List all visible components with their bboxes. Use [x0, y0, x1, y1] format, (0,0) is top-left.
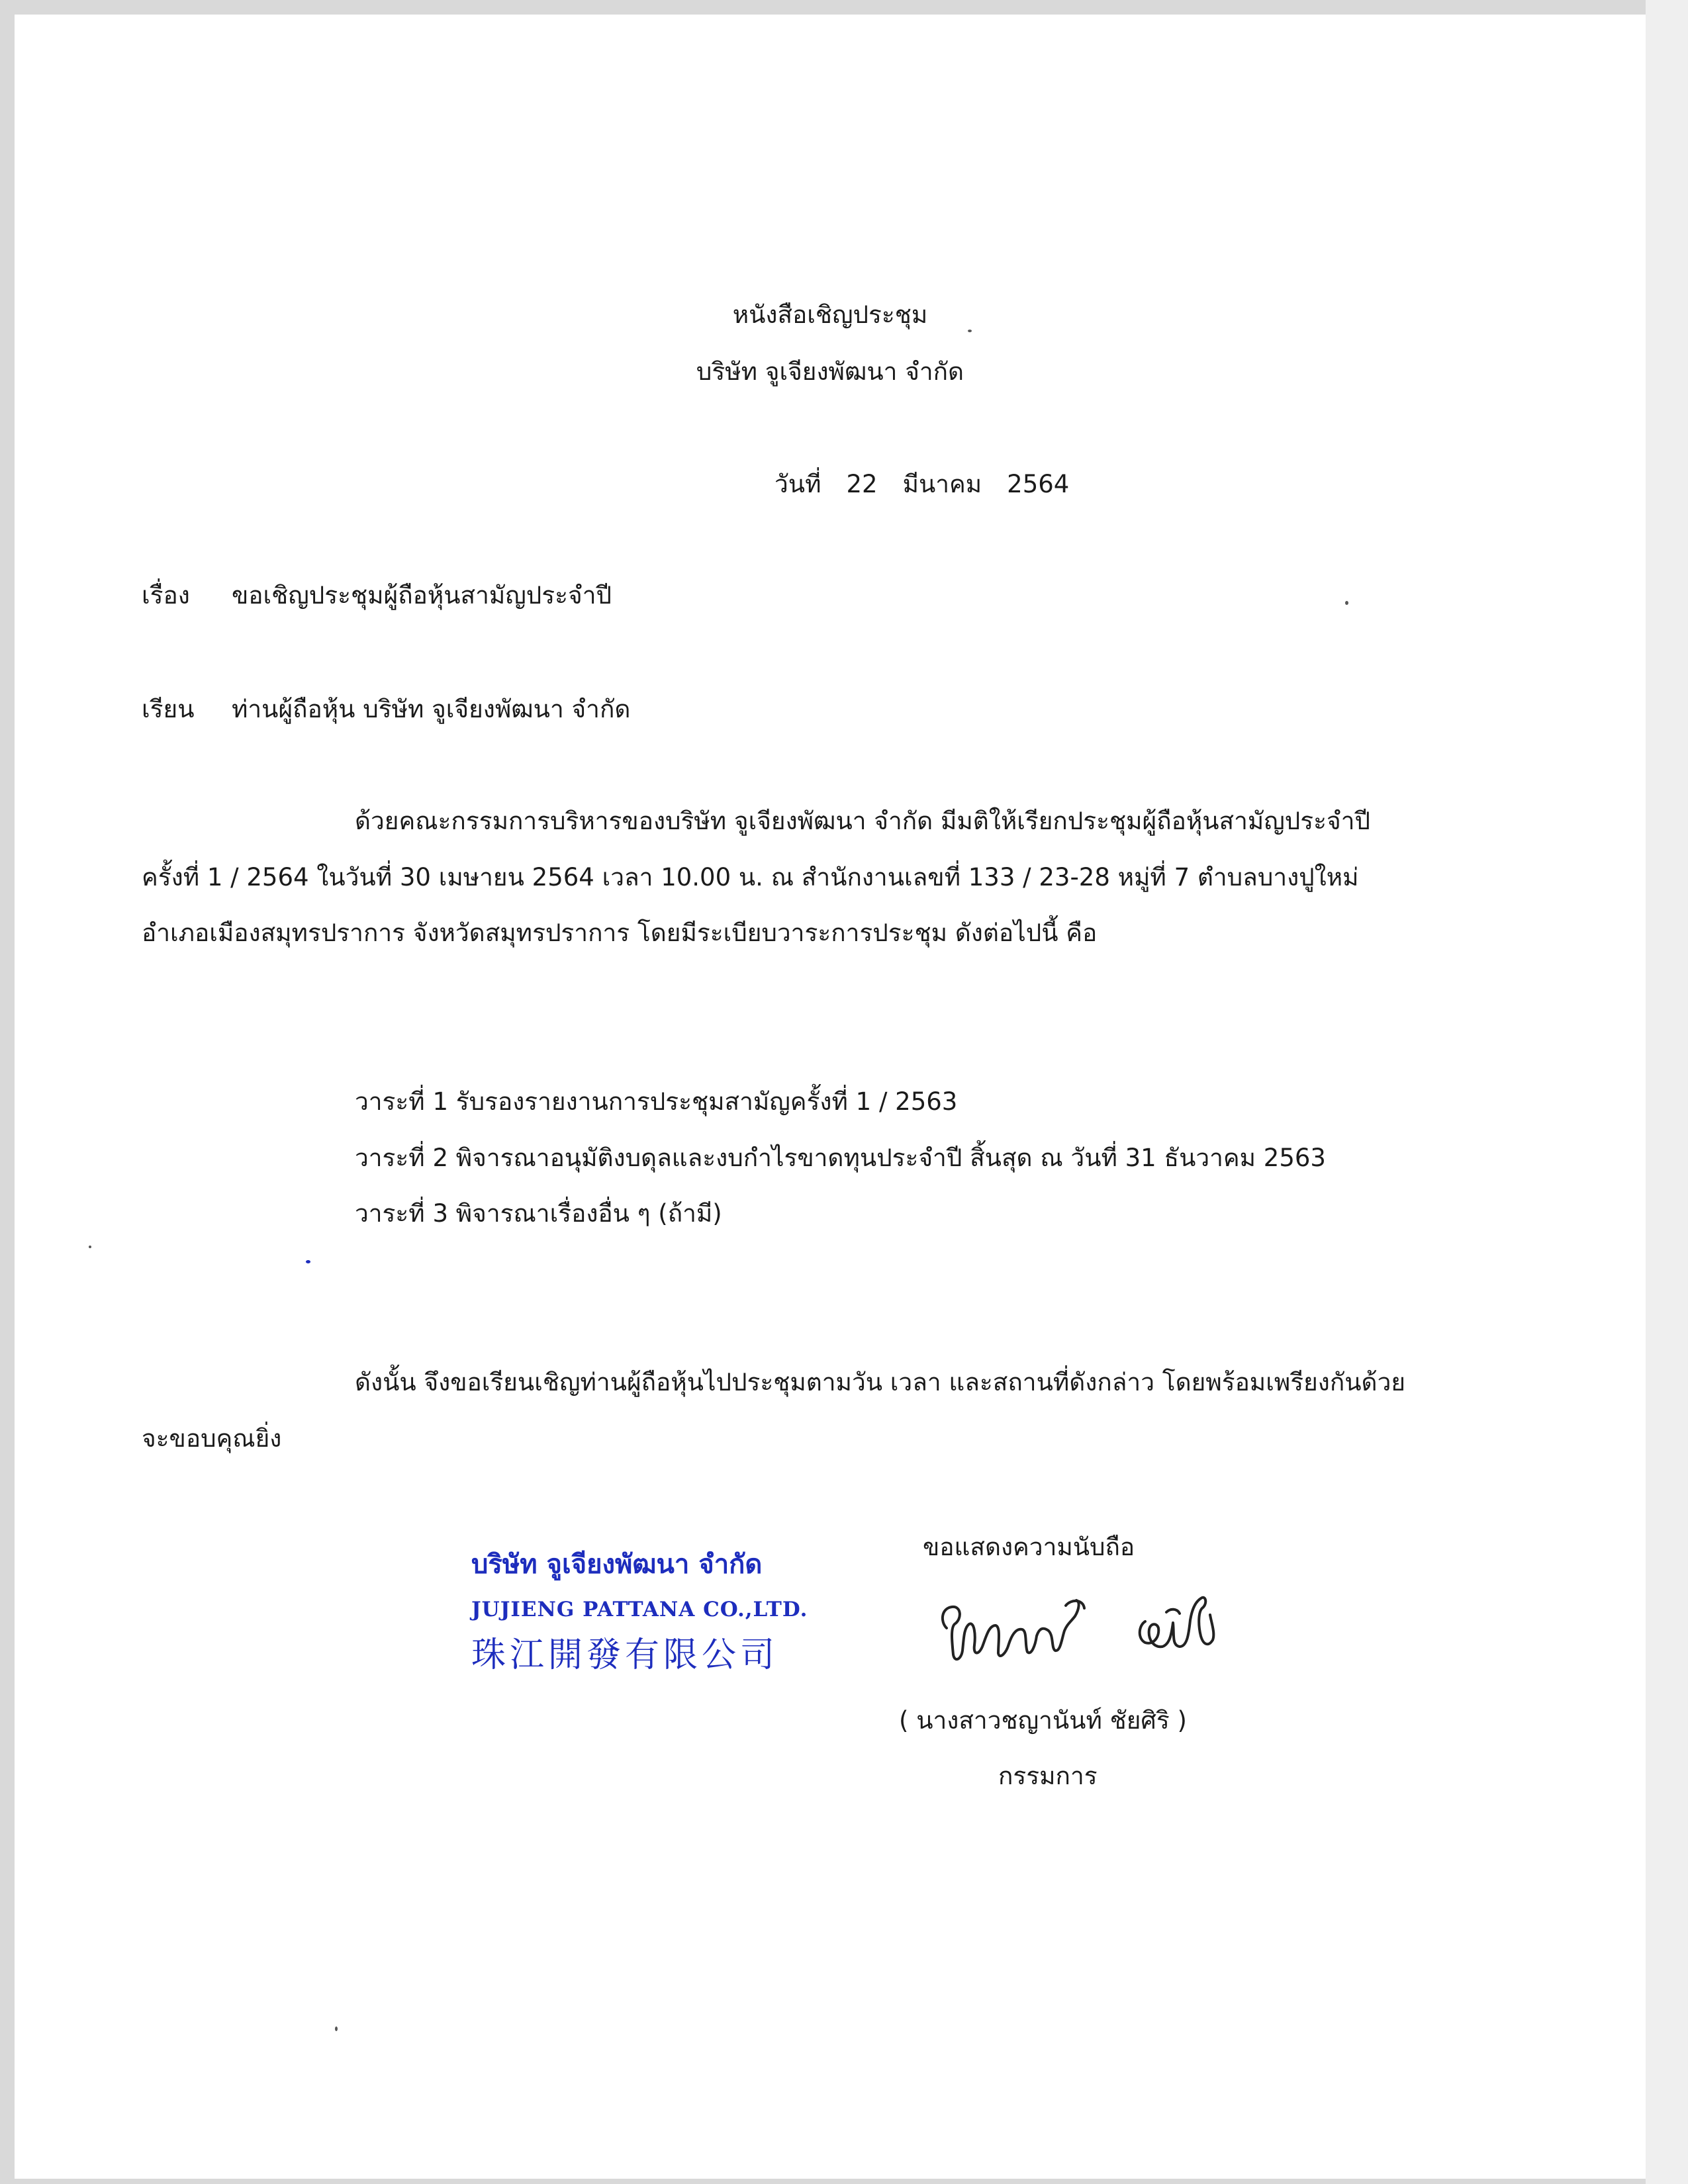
signatory-position: กรรมการ — [998, 1762, 1098, 1790]
body-paragraph-line: ด้วยคณะกรรมการบริหารของบริษัท จูเจียงพัฒนา จำกัด มีมติให้เรียกประชุมผู้ถือหุ้นสามัญประจำปี — [355, 807, 1370, 835]
recipient-line — [142, 695, 630, 724]
date-year: 2564 — [1007, 470, 1070, 498]
closing-paragraph-line: จะขอบคุณยิ่ง — [142, 1424, 282, 1453]
scan-speck — [306, 1260, 310, 1263]
scan-speck — [89, 1246, 91, 1248]
signatory-name: ( นางสาวชญานันท์ ชัยศิริ ) — [899, 1706, 1187, 1735]
stamp-chinese-name: 珠江開發有限公司 — [471, 1635, 779, 1675]
body-paragraph-line: อำเภอเมืองสมุทรปราการ จังหวัดสมุทรปราการ โดยมีระเบียบวาระการประชุม ดังต่อไปนี้ คือ — [142, 919, 1098, 947]
stamp-english-name: JUJIENG PATTANA CO.,LTD. — [471, 1598, 808, 1621]
closing-paragraph-line: ดังนั้น จึงขอเรียนเชิญท่านผู้ถือหุ้นไปประชุมตามวัน เวลา และสถานที่ดังกล่าว โดยพร้อมเพรียงกันด้วย — [355, 1368, 1406, 1396]
agenda-item-2: วาระที่ 2 พิจารณาอนุมัติงบดุลและงบกำไรขาดทุนประจำปี สิ้นสุด ณ วันที่ 31 ธันวาคม 2563 — [355, 1144, 1326, 1172]
agenda-item-3: วาระที่ 3 พิจารณาเรื่องอื่น ๆ (ถ้ามี) — [355, 1199, 722, 1228]
date-month: มีนาคม — [902, 470, 982, 498]
document-title: หนังสือเชิญประชุม — [732, 300, 928, 329]
scan-speck — [335, 2026, 338, 2031]
company-name-header: บริษัท จูเจียงพัฒนา จำกัด — [696, 357, 964, 386]
agenda-item-1: วาระที่ 1 รับรองรายงานการประชุมสามัญครั้งที่ 1 / 2563 — [355, 1087, 958, 1116]
scan-speck — [1345, 601, 1348, 605]
date-label: วันที่ — [774, 470, 821, 498]
regards-text: ขอแสดงความนับถือ — [923, 1533, 1135, 1561]
letter-page — [15, 15, 1646, 2179]
company-stamp — [471, 1549, 808, 1681]
scan-border — [1646, 0, 1688, 2184]
signature-icon — [935, 1582, 1226, 1688]
recipient-label: เรียน — [142, 695, 195, 723]
subject-line — [142, 581, 612, 610]
subject-label: เรื่อง — [142, 581, 190, 610]
date-line — [774, 470, 1069, 499]
date-day: 22 — [846, 470, 878, 498]
body-paragraph-line: ครั้งที่ 1 / 2564 ในวันที่ 30 เมษายน 2564 เวลา 10.00 น. ณ สำนักงานเลขที่ 133 / 23-28 หมู่ที่ 7 ตำบลบางปูใหม่ — [142, 863, 1359, 891]
subject-text: ขอเชิญประชุมผู้ถือหุ้นสามัญประจำปี — [232, 581, 612, 610]
stamp-thai-name: บริษัท จูเจียงพัฒนา จำกัด — [471, 1549, 763, 1580]
recipient-text: ท่านผู้ถือหุ้น บริษัท จูเจียงพัฒนา จำกัด — [232, 695, 631, 723]
scan-speck — [968, 330, 972, 332]
